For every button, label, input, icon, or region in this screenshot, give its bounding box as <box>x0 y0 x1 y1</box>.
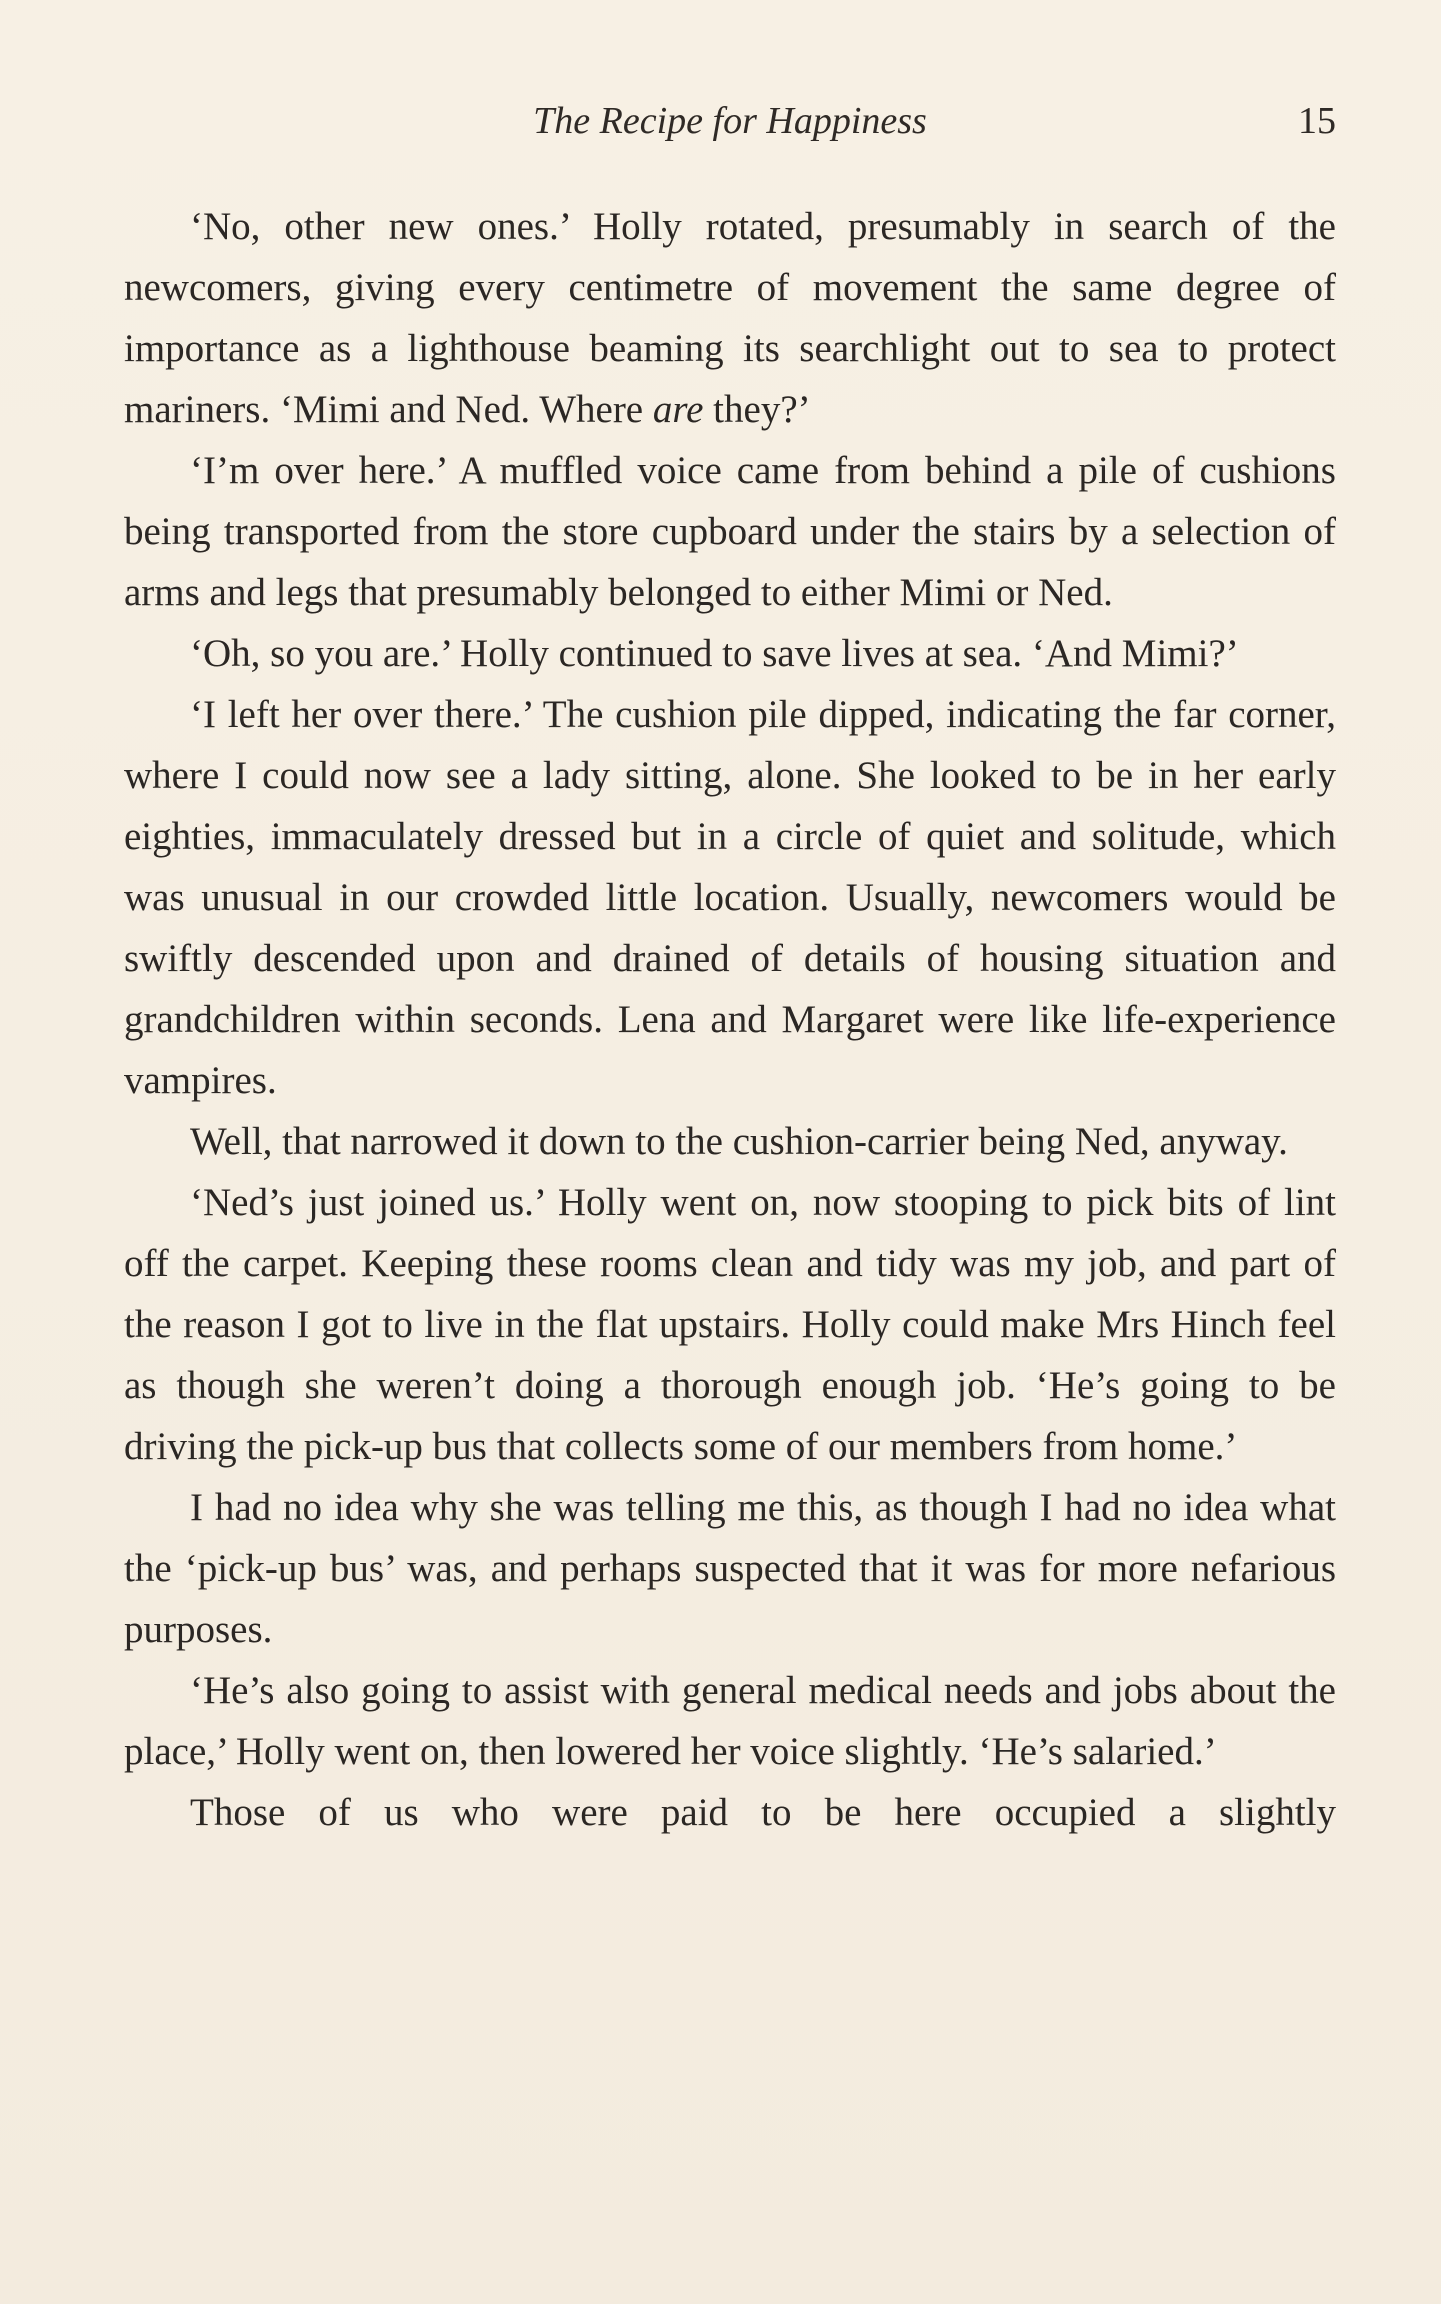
paragraph <box>124 623 1336 684</box>
emphasis-text: are <box>652 388 704 431</box>
paragraph <box>124 1782 1336 1843</box>
paragraph-text: ‘Oh, so you are.’ Holly continued to save lives at sea. ‘And Mimi?’ <box>190 632 1239 675</box>
paragraph-text: ‘He’s also going to assist with general medical needs and jobs about the place,’ Holly went on, then lowered her voice slightly. ‘He’s salaried.’ <box>124 1669 1336 1773</box>
running-title: The Recipe for Happiness <box>533 100 927 142</box>
paragraph <box>124 196 1336 440</box>
paragraph-text: I had no idea why she was telling me this, as though I had no idea what the ‘pick-up bus’ was, and perhaps suspected that it was for more nefarious purposes. <box>124 1486 1336 1651</box>
body-text <box>124 196 1336 1843</box>
paragraph <box>124 1111 1336 1172</box>
paragraph <box>124 1477 1336 1660</box>
paragraph <box>124 1172 1336 1477</box>
paragraph-text: ‘I’m over here.’ A muffled voice came from behind a pile of cushions being transported from the store cupboard under the stairs by a selection of arms and legs that presumably belonged to either Mimi or Ned. <box>124 449 1336 614</box>
paragraph <box>124 684 1336 1111</box>
paragraph-text: ‘I left her over there.’ The cushion pile dipped, indicating the far corner, where I could now see a lady sitting, alone. She looked to be in her early eighties, immaculately dressed but in a circle of quiet and solitude, which was unusual in our crowded little location. Usually, newcomers would be swiftly descended upon and drained of details of housing situation and grandchildren within seconds. Lena and Margaret were like life-experience vampires. <box>124 693 1336 1102</box>
running-header <box>124 96 1336 146</box>
paragraph-text: ‘Ned’s just joined us.’ Holly went on, now stooping to pick bits of lint off the carpet. Keeping these rooms clean and tidy was my job, and part of the reason I got to live in the flat upstairs. Holly could make Mrs Hinch feel as though she weren’t doing a thorough enough job. ‘He’s going to be driving the pick-up bus that collects some of our members from home.’ <box>124 1181 1336 1468</box>
paragraph <box>124 1660 1336 1782</box>
paragraph-text: Those of us who were paid to be here occupied a slightly <box>190 1791 1336 1834</box>
paragraph-text: ‘No, other new ones.’ Holly rotated, presumably in search of the newcomers, giving every centimetre of movement the same degree of importance as a lighthouse beaming its searchlight out to sea to protect mariners. ‘Mimi and Ned. Where <box>124 205 1336 431</box>
paragraph-text: Well, that narrowed it down to the cushion-carrier being Ned, anyway. <box>190 1120 1288 1163</box>
page-number: 15 <box>1298 100 1336 142</box>
paragraph-text: they?’ <box>703 388 811 431</box>
paragraph <box>124 440 1336 623</box>
